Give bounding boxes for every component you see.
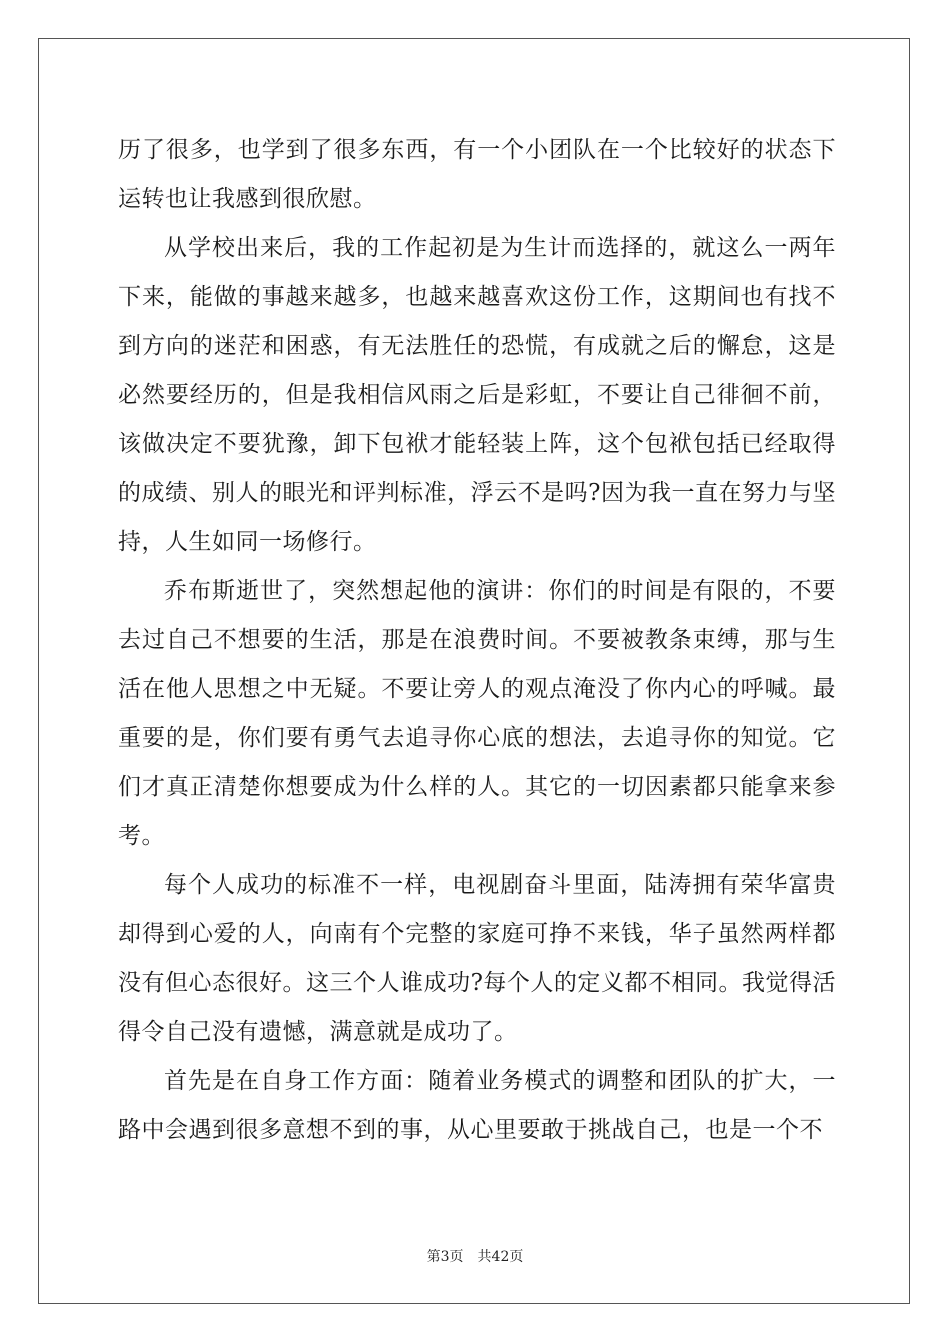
document-body bbox=[118, 126, 836, 1155]
paragraph-5: 首先是在自身工作方面：随着业务模式的调整和团队的扩大，一路中会遇到很多意想不到的事，从心里要敢于挑战自己，也是一个不 bbox=[118, 1068, 836, 1143]
paragraph-4: 每个人成功的标准不一样，电视剧奋斗里面，陆涛拥有荣华富贵却得到心爱的人，向南有个完整的家庭可挣不来钱，华子虽然两样都没有但心态很好。这三个人谁成功?每个人的定义都不相同。我觉得活得令自己没有遗憾，满意就是成功了。 bbox=[118, 872, 836, 1045]
page-total: 共42页 bbox=[477, 1249, 524, 1265]
page-footer bbox=[0, 1246, 950, 1266]
paragraph-1: 历了很多，也学到了很多东西，有一个小团队在一个比较好的状态下运转也让我感到很欣慰。 bbox=[118, 137, 836, 212]
paragraph-3: 乔布斯逝世了，突然想起他的演讲：你们的时间是有限的，不要去过自己不想要的生活，那是在浪费时间。不要被教条束缚，那与生活在他人思想之中无疑。不要让旁人的观点淹没了你内心的呼喊。最重要的是，你们要有勇气去追寻你心底的想法，去追寻你的知觉。它们才真正清楚你想要成为什么样的人。其它的一切因素都只能拿来参考。 bbox=[118, 578, 836, 849]
paragraph-2: 从学校出来后，我的工作起初是为生计而选择的，就这么一两年下来，能做的事越来越多，也越来越喜欢这份工作，这期间也有找不到方向的迷茫和困惑，有无法胜任的恐慌，有成就之后的懈怠，这是必然要经历的，但是我相信风雨之后是彩虹，不要让自己徘徊不前，该做决定不要犹豫，卸下包袱才能轻装上阵，这个包袱包括已经取得的成绩、别人的眼光和评判标准，浮云不是吗?因为我一直在努力与坚持，人生如同一场修行。 bbox=[118, 235, 836, 555]
page-number: 第3页 bbox=[426, 1249, 464, 1265]
